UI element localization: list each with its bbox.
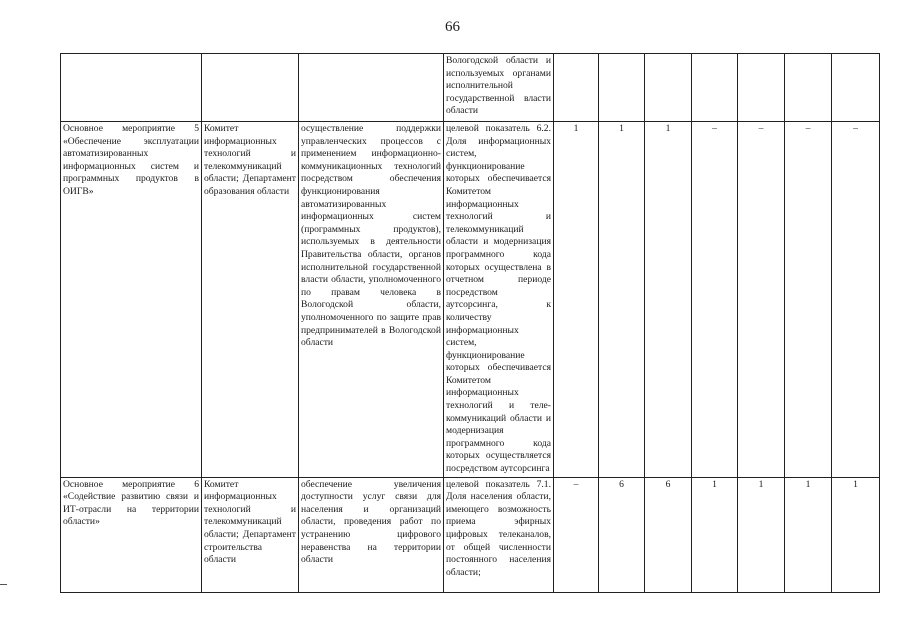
margin-mark <box>0 584 7 585</box>
value-cell: – <box>785 122 832 478</box>
executor-cell <box>202 54 299 122</box>
value-cell: 1 <box>599 122 645 478</box>
value-cell: 1 <box>692 477 738 592</box>
value-cell: 1 <box>785 477 832 592</box>
value-cell: – <box>554 477 599 592</box>
value-cell: 1 <box>832 477 880 592</box>
table-row <box>61 54 880 122</box>
table-row <box>61 477 880 592</box>
program-table <box>60 53 880 593</box>
value-cell <box>599 54 645 122</box>
value-cell <box>785 54 832 122</box>
value-cell: 1 <box>738 477 785 592</box>
value-cell: – <box>692 122 738 478</box>
value-cell: 1 <box>645 122 692 478</box>
executor-cell: Комитет информационных технологий и телекоммуникаций области; Департамент образования области <box>202 122 299 478</box>
page-number: 66 <box>445 19 460 35</box>
value-cell <box>645 54 692 122</box>
indicator-cell: целевой показатель 6.2. Доля информационных систем, функционирование которых обеспечивается Комитетом информационных технологий и телекоммуникаций области и модернизация программного кода которых осуществлена в отчетном периоде посредством аутсорсинга, к количеству информационных систем, функционирование которых обеспечивается Комитетом информационных технологий и теле-коммуникаций области и модернизация программного кода которых осуществляется посредством аутсорсинга <box>444 122 554 478</box>
measure-cell: Основное мероприятие 5 «Обеспечение эксплуатации автоматизированных информационных систем и программных продуктов в ОИГВ» <box>61 122 202 478</box>
indicator-cell: Вологодской области и используемых органами исполнительной государственной власти области <box>444 54 554 122</box>
value-cell <box>692 54 738 122</box>
value-cell <box>738 54 785 122</box>
value-cell <box>554 54 599 122</box>
value-cell: – <box>832 122 880 478</box>
value-cell: 1 <box>554 122 599 478</box>
measure-cell: Основное мероприятие 6 «Содействие развитию связи и ИТ-отрасли на территории области» <box>61 477 202 592</box>
content-cell: обеспечение увеличения доступности услуг связи для населения и организаций области, проведения работ по устранению цифрового неравенства на территории области <box>299 477 444 592</box>
executor-cell: Комитет информационных технологий и телекоммуникаций области; Департамент строительства области <box>202 477 299 592</box>
value-cell: 6 <box>645 477 692 592</box>
content-cell: осуществление поддержки управленческих процессов с применением информационно-коммуникационных технологий посредством обеспечения функционирования автоматизированных информационных систем (программных продуктов), используемых в деятельности Правительства области, органов исполнительной государственной власти области, уполномоченного по правам человека в Вологодской области, уполномоченного по защите прав предпринимателей в Вологодской области <box>299 122 444 478</box>
value-cell: – <box>738 122 785 478</box>
indicator-cell: целевой показатель 7.1. Доля населения области, имеющего возможность приема эфирных цифровых телеканалов, от общей численности постоянного населения области; <box>444 477 554 592</box>
value-cell: 6 <box>599 477 645 592</box>
measure-cell <box>61 54 202 122</box>
value-cell <box>832 54 880 122</box>
content-cell <box>299 54 444 122</box>
table-row <box>61 122 880 478</box>
